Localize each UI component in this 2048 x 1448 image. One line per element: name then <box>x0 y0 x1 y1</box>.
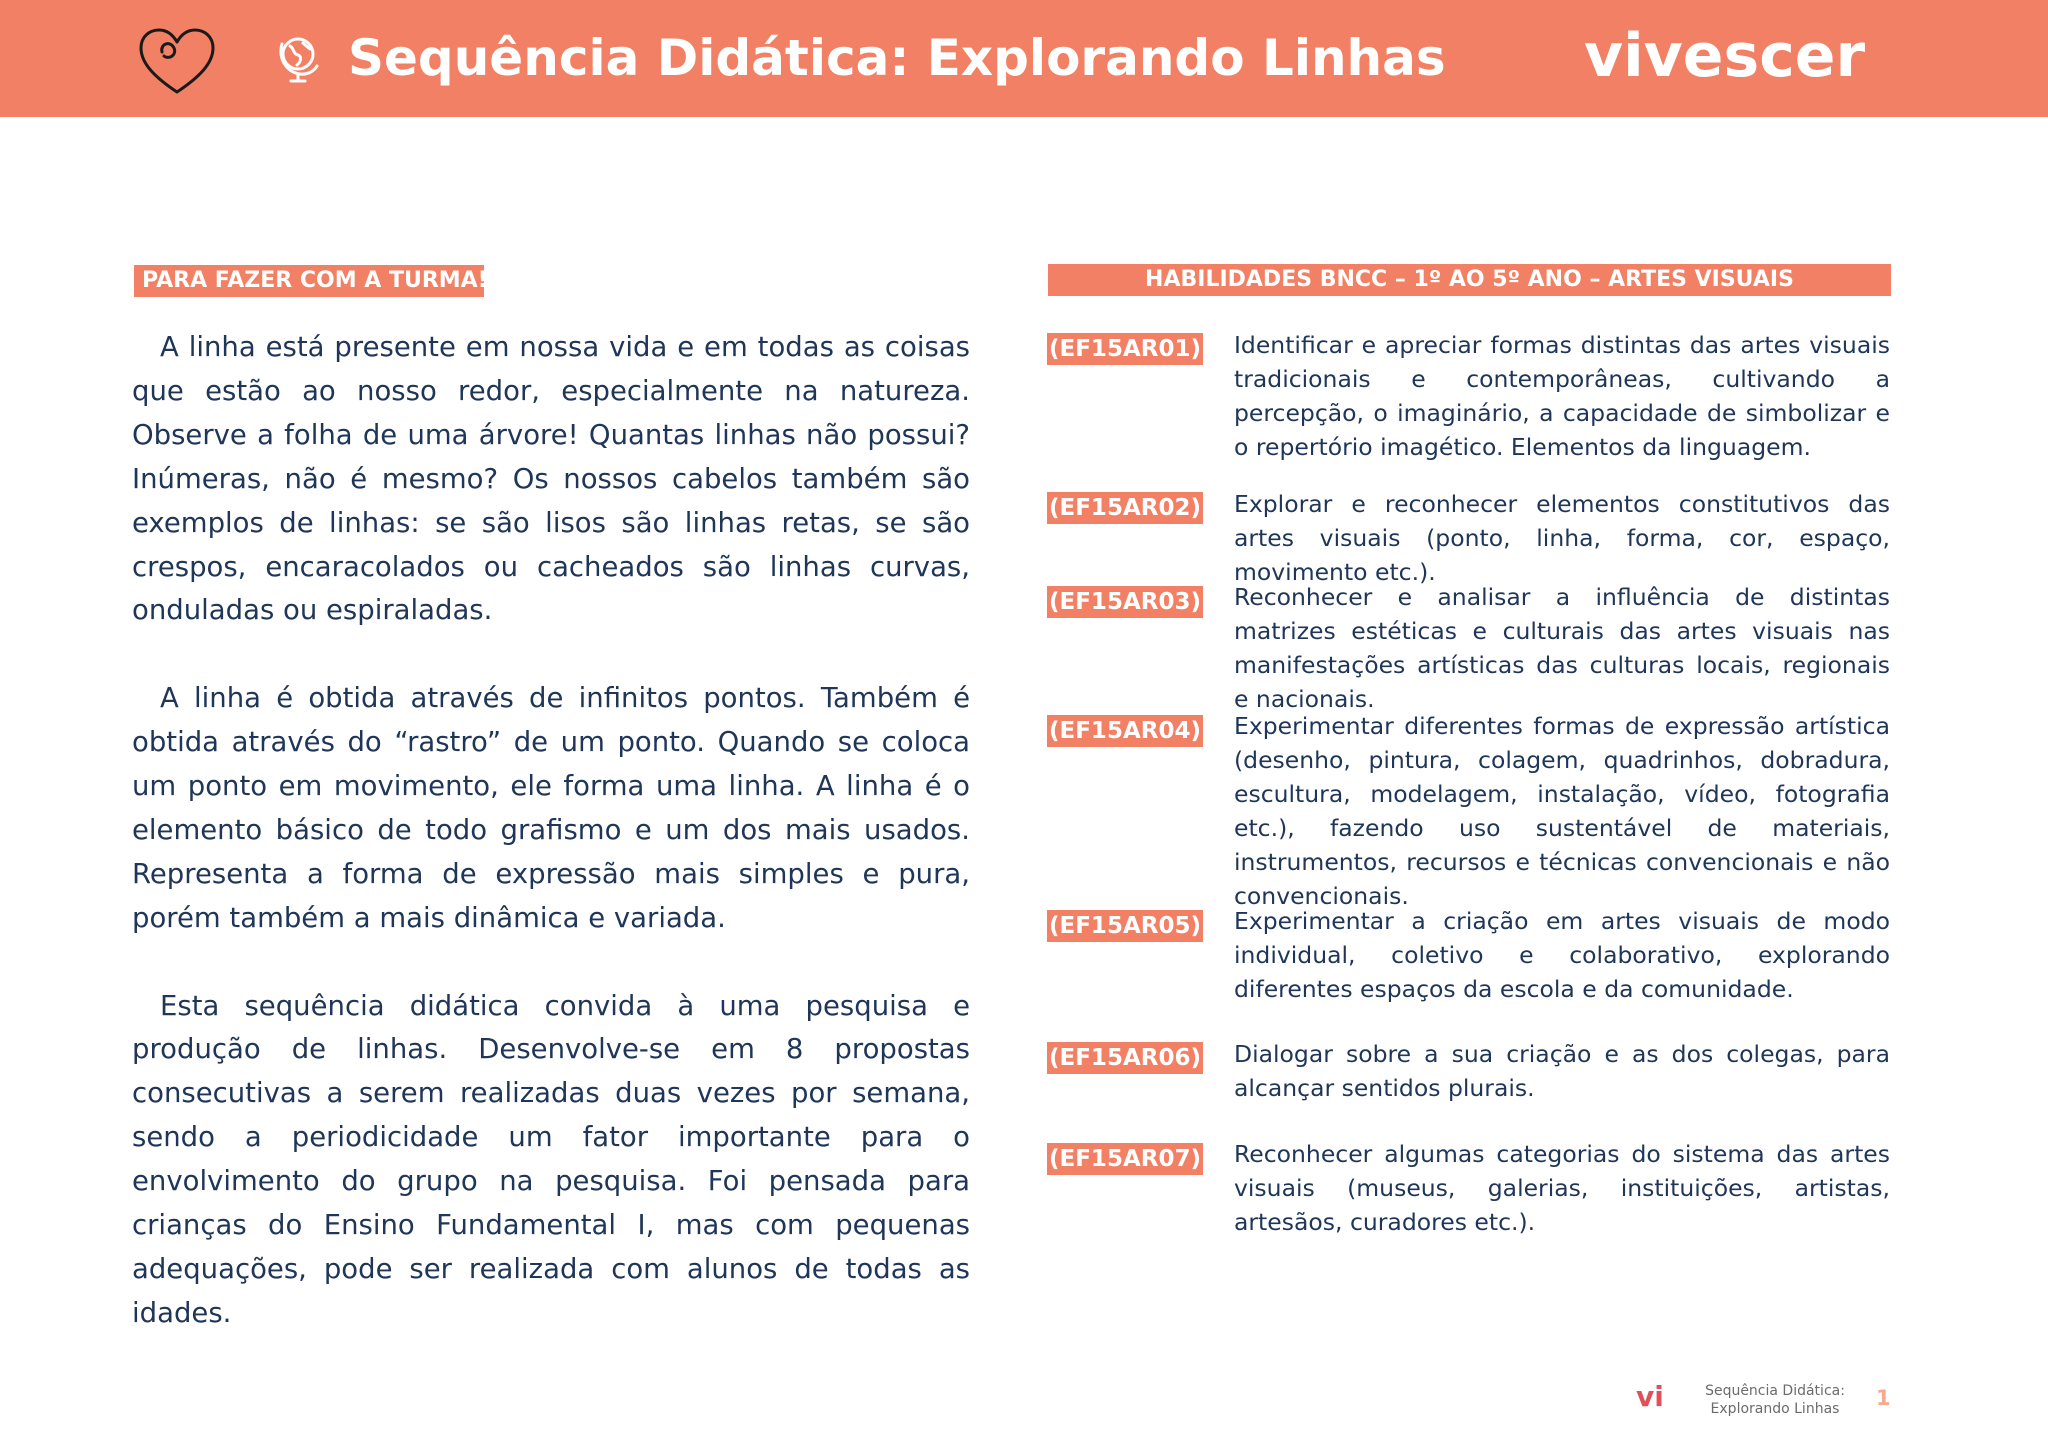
skill-description: Reconhecer e analisar a influência de distintas matrizes estéticas e culturais das artes visuais nas manifestações artísticas das culturas locais, regionais e nacionais. <box>1234 583 1890 713</box>
footer-title-line: Sequência Didática: <box>1705 1383 1845 1399</box>
footer-document-title <box>1690 1382 1860 1418</box>
bncc-skills-tag: HABILIDADES BNCC – 1º AO 5º ANO – ARTES VISUAIS <box>1048 264 1891 296</box>
intro-paragraph: A linha está presente em nossa vida e em todas as coisas que estão ao nosso redor, especialmente na natureza. Observe a folha de uma árvore! Quantas linhas não possui? Inúmeras, não é mesmo? Os nossos cabelos também são exemplos de linhas: se são lisos são linhas retas, se são crespos, encaracolados ou cacheados são linhas curvas, onduladas ou espiraladas. <box>132 331 970 627</box>
skill-code-badge: (EF15AR02) <box>1047 492 1203 524</box>
skill-description: Explorar e reconhecer elementos constitutivos das artes visuais (ponto, linha, forma, cor, espaço, movimento etc.). <box>1234 490 1890 586</box>
skill-code-badge: (EF15AR03) <box>1047 586 1203 618</box>
footer-title-line: Explorando Linhas <box>1710 1401 1840 1417</box>
skill-description: Reconhecer algumas categorias do sistema das artes visuais (museus, galerias, instituições, artistas, artesãos, curadores etc.). <box>1234 1140 1890 1236</box>
page-title: Sequência Didática: Explorando Linhas <box>348 29 1446 87</box>
skill-description: Dialogar sobre a sua criação e as dos colegas, para alcançar sentidos plurais. <box>1234 1040 1890 1102</box>
svg-text:vi: vi <box>1636 1380 1664 1412</box>
intro-paragraph: A linha é obtida através de infinitos pontos. Também é obtida através do “rastro” de um ponto. Quando se coloca um ponto em movimento, ele forma uma linha. A linha é o elemento básico de todo grafismo e um dos mais usados. Representa a forma de expressão mais simples e pura, porém também a mais dinâmica e variada. <box>132 682 970 934</box>
page-header <box>0 0 2048 117</box>
heart-icon <box>136 26 218 96</box>
activity-tag: PARA FAZER COM A TURMA! <box>134 265 484 297</box>
skill-code-badge: (EF15AR06) <box>1047 1042 1203 1074</box>
intro-text <box>132 326 970 1336</box>
vivescer-mark-icon <box>1636 1380 1672 1412</box>
svg-text:vivescer: vivescer <box>1584 21 1866 91</box>
intro-paragraph: Esta sequência didática convida à uma pesquisa e produção de linhas. Desenvolve-se em 8 propostas consecutivas a serem realizadas duas vezes por semana, sendo a periodicidade um fator importante para o envolvimento do grupo na pesquisa. Foi pensada para crianças do Ensino Fundamental I, mas com pequenas adequações, pode ser realizada com alunos de todas as idades. <box>132 989 970 1329</box>
vivescer-logo <box>1584 18 1884 98</box>
page-number: 1 <box>1876 1386 1891 1410</box>
skill-description: Experimentar diferentes formas de expressão artística (desenho, pintura, colagem, quadrinhos, dobradura, escultura, modelagem, instalação, vídeo, fotografia etc.), fazendo uso sustentável de materiais, instrumentos, recursos e técnicas convencionais e não convencionais. <box>1234 712 1890 910</box>
skill-code-badge: (EF15AR07) <box>1047 1143 1203 1175</box>
skill-description: Experimentar a criação em artes visuais de modo individual, coletivo e colaborativo, explorando diferentes espaços da escola e da comunidade. <box>1234 907 1890 1003</box>
skill-code-badge: (EF15AR05) <box>1047 910 1203 942</box>
skill-code-badge: (EF15AR01) <box>1047 333 1203 365</box>
globe-icon <box>276 34 322 84</box>
skill-description: Identificar e apreciar formas distintas das artes visuais tradicionais e contemporâneas, cultivando a percepção, o imaginário, a capacidade de simbolizar e o repertório imagético. Elementos da linguagem. <box>1234 331 1890 461</box>
skill-code-badge: (EF15AR04) <box>1047 715 1203 747</box>
